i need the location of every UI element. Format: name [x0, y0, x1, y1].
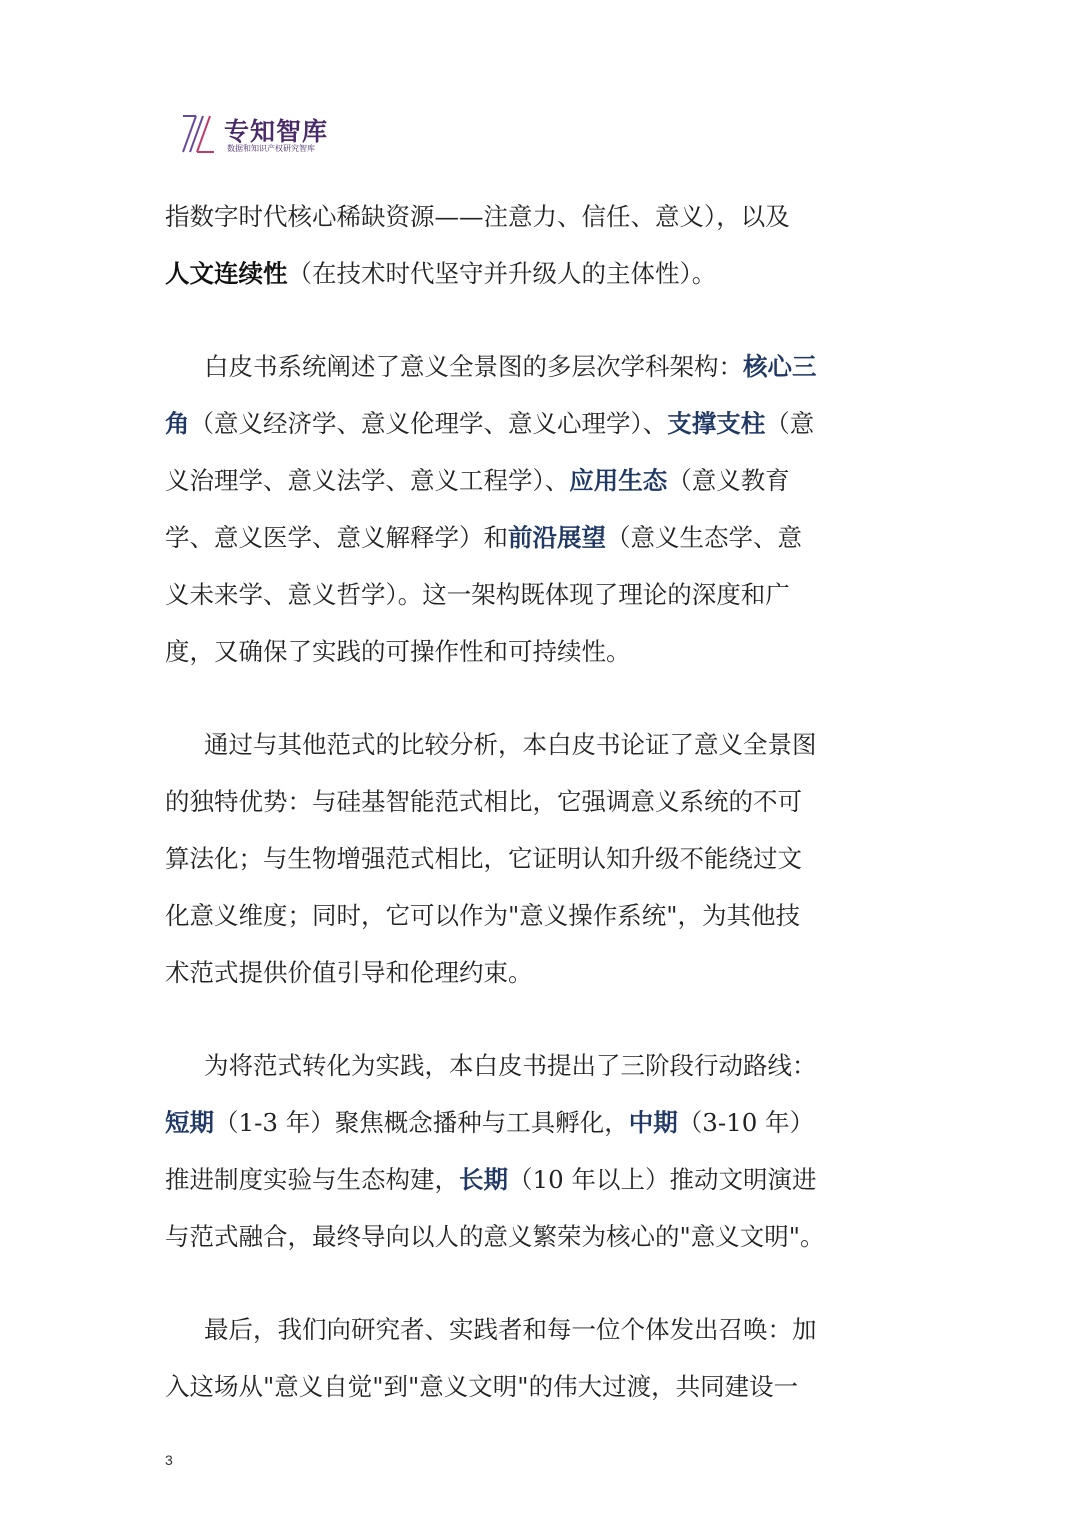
- text-line: [165, 1301, 925, 1358]
- text-run: 入这场从"意义自觉"到"意义文明"的伟大过渡，共同建设一: [165, 1372, 799, 1401]
- text-run: 指数字时代核心稀缺资源——注意力、信任、意义），以及: [165, 202, 790, 231]
- highlight-term: 前沿展望: [508, 523, 606, 552]
- text-run: （1-3 年）聚焦概念播种与工具孵化，: [214, 1108, 629, 1137]
- text-line: [165, 1358, 925, 1415]
- text-run: 学、意义医学、意义解释学）和: [165, 523, 508, 552]
- paragraph: [165, 1301, 925, 1415]
- text-line: [165, 509, 925, 566]
- text-line: [165, 566, 925, 623]
- paragraph-gap: [165, 1001, 925, 1037]
- text-run: 最后，我们向研究者、实践者和每一位个体发出召唤：加: [204, 1315, 817, 1344]
- paragraph: [165, 338, 925, 680]
- text-line: [165, 830, 925, 887]
- paragraph: [165, 1037, 925, 1265]
- text-run: （意义生态学、意: [606, 523, 802, 552]
- highlight-term: 角: [165, 409, 190, 438]
- text-line: [165, 1037, 925, 1094]
- highlight-term: 应用生态: [569, 466, 668, 495]
- text-run: 义未来学、意义哲学）。这一架构既体现了理论的深度和广: [165, 580, 790, 609]
- text-run: 义治理学、意义法学、意义工程学）、: [165, 466, 570, 495]
- text-run: 算法化；与生物增强范式相比，它证明认知升级不能绕过文: [165, 844, 802, 873]
- text-run: 度，又确保了实践的可操作性和可持续性。: [165, 637, 631, 666]
- highlight-term: 核心三: [743, 352, 817, 381]
- highlight-term: 长期: [459, 1165, 508, 1194]
- text-line: [165, 944, 925, 1001]
- text-run: 术范式提供价值引导和伦理约束。: [165, 958, 533, 987]
- text-run: （在技术时代坚守并升级人的主体性）。: [287, 259, 717, 288]
- text-run: 化意义维度；同时，它可以作为"意义操作系统"，为其他技: [165, 901, 801, 930]
- highlight-term: 中期: [628, 1108, 678, 1137]
- logo-subtitle: 数据和知识产权研究智库: [227, 144, 315, 153]
- text-line: [165, 245, 925, 302]
- highlight-term: 支撑支柱: [667, 409, 766, 438]
- highlight-term: 短期: [165, 1108, 214, 1137]
- text-run: 推进制度实验与生态构建，: [165, 1165, 459, 1194]
- text-line: [165, 1151, 925, 1208]
- text-run: （10 年以上）推动文明演进: [508, 1165, 817, 1194]
- document-body: [165, 188, 925, 1415]
- text-line: [165, 773, 925, 830]
- logo-mark-icon: [180, 112, 218, 154]
- text-run: （意义教育: [667, 466, 790, 495]
- text-run: （3-10 年）: [677, 1108, 815, 1137]
- page-number: 3: [165, 1452, 173, 1468]
- text-line: [165, 338, 925, 395]
- text-line: [165, 623, 925, 680]
- text-line: [165, 452, 925, 509]
- text-run: 为将范式转化为实践，本白皮书提出了三阶段行动路线：: [204, 1051, 817, 1080]
- paragraph: [165, 188, 925, 302]
- text-line: [165, 188, 925, 245]
- logo: [180, 112, 380, 158]
- paragraph-gap: [165, 1265, 925, 1301]
- text-line: [165, 1094, 925, 1151]
- text-line: [165, 887, 925, 944]
- text-run: 与范式融合，最终导向以人的意义繁荣为核心的"意义文明"。: [165, 1222, 825, 1251]
- text-line: [165, 716, 925, 773]
- bold-term: 人文连续性: [165, 259, 288, 288]
- paragraph-gap: [165, 302, 925, 338]
- paragraph: [165, 716, 925, 1001]
- text-run: （意义经济学、意义伦理学、意义心理学）、: [189, 409, 668, 438]
- text-run: （意: [765, 409, 815, 438]
- paragraph-gap: [165, 680, 925, 716]
- text-run: 通过与其他范式的比较分析，本白皮书论证了意义全景图: [204, 730, 817, 759]
- text-run: 的独特优势：与硅基智能范式相比，它强调意义系统的不可: [165, 787, 802, 816]
- text-line: [165, 395, 925, 452]
- logo-title: 专知智库: [224, 117, 329, 146]
- text-line: [165, 1208, 925, 1265]
- text-run: 白皮书系统阐述了意义全景图的多层次学科架构：: [204, 352, 743, 381]
